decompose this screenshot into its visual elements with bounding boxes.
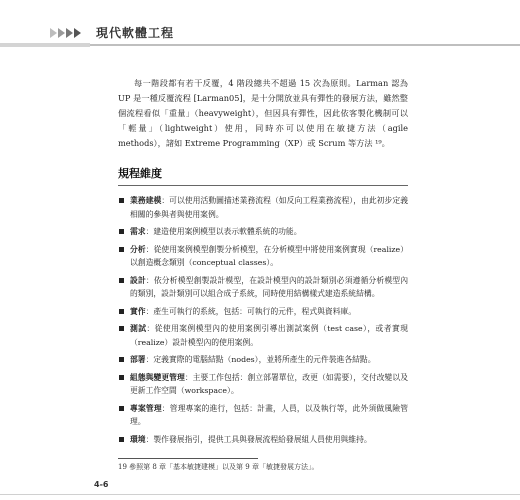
- list-item: [118, 353, 408, 367]
- item-term: 業務建模: [130, 196, 162, 205]
- item-text: ：製作發展指引，提供工具與發展流程給發展組人員使用與維持。: [145, 434, 372, 444]
- intro-paragraph: 每一階段都有若干反覆，4 階段總共不超過 15 次為原則。Larman 認為 UP 是一種反覆流程 [Larman05]，是十分開放並具有彈性的發展方法，雖然整個流程看似「重量」（heavyweight），但因具有彈性，因此依客製化機制可以「輕量」（lightweight）使用，同時亦可以使用在敏捷方法（agile methods），諸如 Extreme Programming（XP）或 Scrum 等方法 ¹⁹。: [118, 78, 408, 148]
- section-divider: [118, 185, 408, 186]
- list-item: [118, 194, 408, 221]
- item-term: 需求: [130, 227, 146, 236]
- section-title: 規程維度: [118, 167, 162, 180]
- item-text: ：管理專案的進行，包括：計畫，人員，以及執行等，此外須做風險管理。: [130, 403, 409, 426]
- list-item: [118, 305, 408, 319]
- arrow-chevrons-icon: [50, 28, 81, 38]
- item-term: 實作: [130, 306, 146, 316]
- item-term: 組態與變更管理: [130, 372, 185, 382]
- square-bullet-icon: [119, 229, 124, 234]
- list-item: [118, 371, 408, 398]
- list-item: [118, 243, 408, 270]
- square-bullet-icon: [119, 198, 124, 203]
- item-text: ：建造使用案例模型以表示軟體系統的功能。: [145, 227, 302, 236]
- bottom-divider: [0, 494, 520, 495]
- item-text: ：主要工作包括：創立部署單位，改更（如需要），交付改變以及更新工作空間（workspace）。: [130, 372, 408, 395]
- footnote: 19 參照第 8 章「基本敏捷建模」以及第 9 章「敏捷發展方法」。: [118, 463, 319, 471]
- footnote-divider: [118, 458, 258, 459]
- item-text: ：依分析模型創製設計模型，在設計模型內的設計類別必須遵循分析模型內的類別，設計類別可以組合成子系統，同時使用結構樣式建造系統結構。: [130, 275, 409, 298]
- list-item: [118, 274, 408, 301]
- item-term: 部署: [130, 355, 146, 364]
- item-text: ：從使用案例模型創製分析模型，在分析模型中將使用案例實現（realize）以創造概念類別（conceptual classes）。: [130, 244, 409, 267]
- square-bullet-icon: [119, 247, 124, 252]
- page-number: 4-6: [94, 480, 109, 489]
- list-item: [118, 402, 408, 429]
- item-text: ：產生可執行的系統，包括：可執行的元件，程式與資料庫。: [145, 306, 357, 316]
- item-text: ：定義實際的電腦結點（nodes），並將所產生的元件裝進各結點。: [145, 355, 376, 364]
- discipline-list: [118, 194, 408, 446]
- list-item: [118, 322, 408, 349]
- square-bullet-icon: [119, 437, 124, 442]
- item-text: ：可以使用活動圖描述業務流程（如反向工程業務流程），由此初步定義相關的參與者與使用案例。: [130, 196, 408, 219]
- main-content: [118, 76, 408, 450]
- item-term: 專案管理: [130, 403, 162, 413]
- item-term: 環境: [130, 434, 146, 444]
- item-term: 分析: [130, 244, 146, 254]
- square-bullet-icon: [119, 357, 124, 362]
- item-text: ：從使用案例模型內的使用案例引導出測試案例（test case），或者實現（realize）設計模型內的使用案例。: [130, 324, 408, 347]
- list-item: [118, 225, 408, 239]
- square-bullet-icon: [119, 309, 124, 314]
- item-term: 測試: [130, 324, 147, 333]
- item-term: 設計: [130, 275, 146, 285]
- page-header: [0, 0, 520, 60]
- square-bullet-icon: [119, 278, 124, 283]
- header-divider: [0, 44, 520, 46]
- list-item: [118, 433, 408, 447]
- running-header-title: 現代軟體工程: [96, 26, 175, 40]
- square-bullet-icon: [119, 326, 124, 331]
- square-bullet-icon: [119, 375, 124, 380]
- square-bullet-icon: [119, 406, 124, 411]
